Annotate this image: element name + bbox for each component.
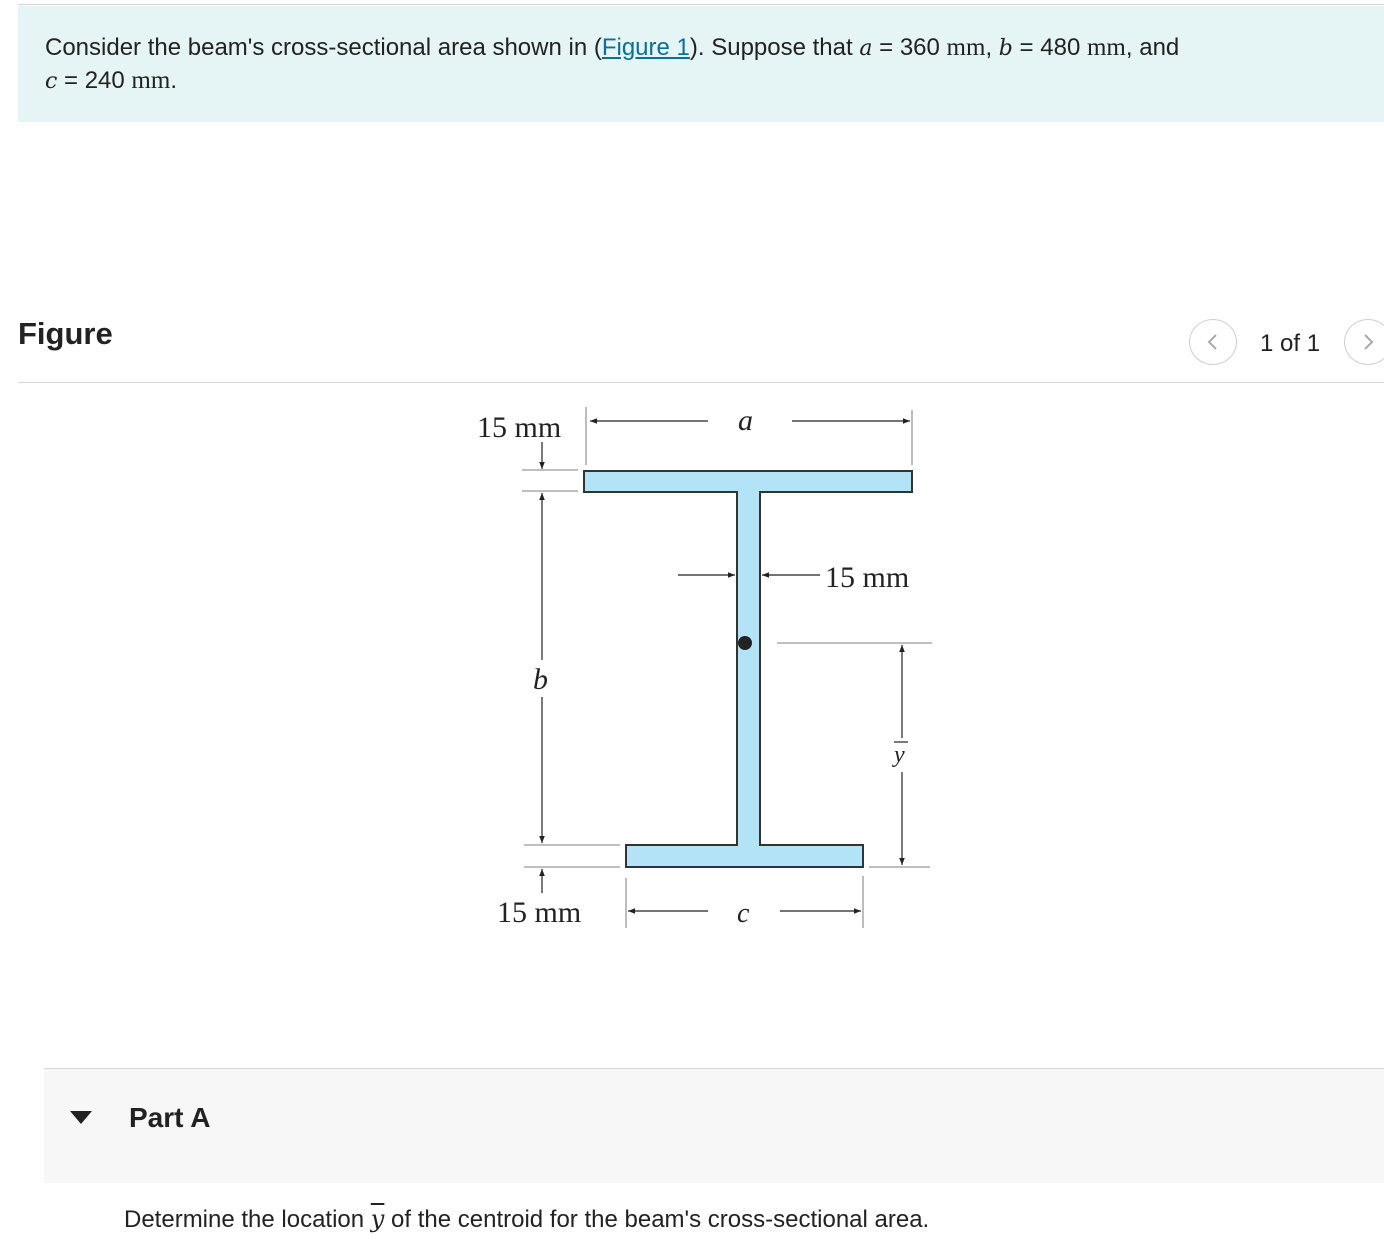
dimension-lines xyxy=(542,421,910,911)
part-a-question: Determine the location $\overline{y}$ of the centroid for the beam's cross-sectional area. xyxy=(124,1205,930,1233)
figure-counter: 1 of 1 xyxy=(1260,330,1321,357)
part-a-title[interactable]: Part A xyxy=(129,1102,211,1133)
collapse-caret-icon[interactable] xyxy=(70,1111,92,1124)
i-beam-shape xyxy=(584,471,912,867)
centroid-dot xyxy=(738,636,752,650)
dimension-c-label: c xyxy=(737,898,750,929)
bottom-flange-thickness-label: 15 mm xyxy=(497,896,582,929)
centroid-ybar-label: y xyxy=(894,742,905,768)
dimension-b-label: b xyxy=(533,663,548,696)
figure-title: Figure xyxy=(18,316,113,351)
ybar-symbol: $\overline{y}$ xyxy=(370,1205,385,1233)
problem-statement: Consider the beam's cross-sectional area shown in (Figure 1). Suppose that a = 360 mm, b = 480 mm, and c = 240 mm. xyxy=(45,34,1180,94)
dimension-a-label: a xyxy=(738,404,753,437)
web-thickness-label: 15 mm xyxy=(825,561,910,594)
part-a-header[interactable] xyxy=(44,1069,1384,1183)
top-flange-thickness-label: 15 mm xyxy=(477,411,562,444)
figure-link[interactable]: Figure 1 xyxy=(601,34,690,61)
